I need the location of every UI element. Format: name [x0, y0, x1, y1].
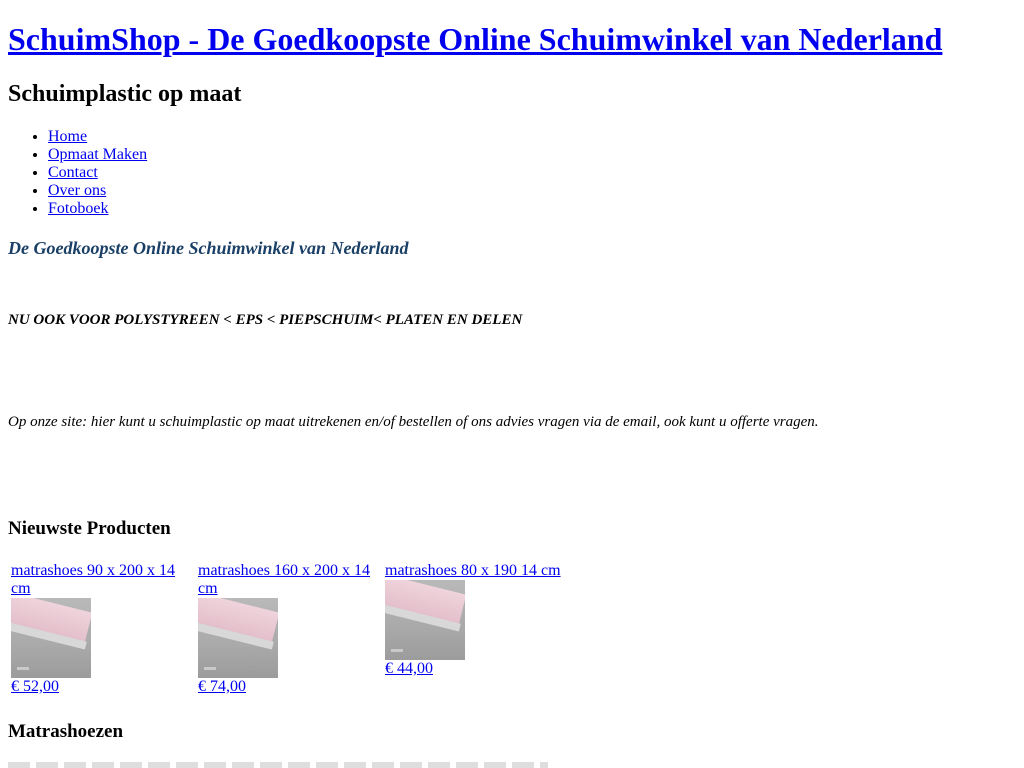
nav-item-fotoboek	[48, 200, 147, 218]
page-subtitle: Schuimplastic op maat	[8, 81, 242, 107]
tagline: De Goedkoopste Online Schuimwinkel van Nederland	[8, 238, 409, 258]
newest-products-heading: Nieuwste Producten	[8, 518, 171, 539]
nav-item-opmaat-maken	[48, 146, 147, 164]
cut-off-text-row	[8, 762, 548, 768]
nav-link-contact[interactable]: Contact	[48, 164, 98, 181]
product-card	[385, 562, 585, 678]
product-price-link[interactable]: € 74,00	[198, 678, 246, 695]
product-price-link[interactable]: € 44,00	[385, 660, 433, 677]
nav-link-home[interactable]: Home	[48, 128, 88, 145]
label-mark	[391, 649, 403, 652]
product-name-link[interactable]: matrashoes 160 x 200 x 14 cm	[198, 562, 370, 597]
product-card	[198, 562, 374, 696]
nav-link-over-ons[interactable]: Over ons	[48, 182, 107, 199]
product-name-link[interactable]: matrashoes 90 x 200 x 14 cm	[11, 562, 175, 597]
site-title-link[interactable]: SchuimShop - De Goedkoopste Online Schuimwinkel van Nederland	[8, 21, 943, 57]
product-card	[11, 562, 187, 696]
nav-item-contact	[48, 164, 147, 182]
label-mark	[204, 667, 216, 670]
intro-text: Op onze site: hier kunt u schuimplastic op maat uitrekenen en/of bestellen of ons advies vragen via de email, ook kunt u offerte vragen.	[8, 414, 819, 430]
matrashoezen-heading: Matrashoezen	[8, 721, 124, 742]
nav-item-over-ons	[48, 182, 147, 200]
nav-item-home	[48, 128, 147, 146]
product-image[interactable]	[11, 598, 91, 678]
product-image[interactable]	[198, 598, 278, 678]
nav-link-opmaat-maken[interactable]: Opmaat Maken	[48, 146, 148, 163]
main-nav	[8, 128, 147, 218]
product-name-link[interactable]: matrashoes 80 x 190 14 cm	[385, 562, 561, 579]
promo-text: NU OOK VOOR POLYSTYREEN < EPS < PIEPSCHUIM< PLATEN EN DELEN	[8, 312, 523, 328]
label-mark	[17, 667, 29, 670]
product-price-link[interactable]: € 52,00	[11, 678, 59, 695]
product-image[interactable]	[385, 580, 465, 660]
nav-link-fotoboek[interactable]: Fotoboek	[48, 200, 109, 217]
site-title	[8, 20, 942, 58]
